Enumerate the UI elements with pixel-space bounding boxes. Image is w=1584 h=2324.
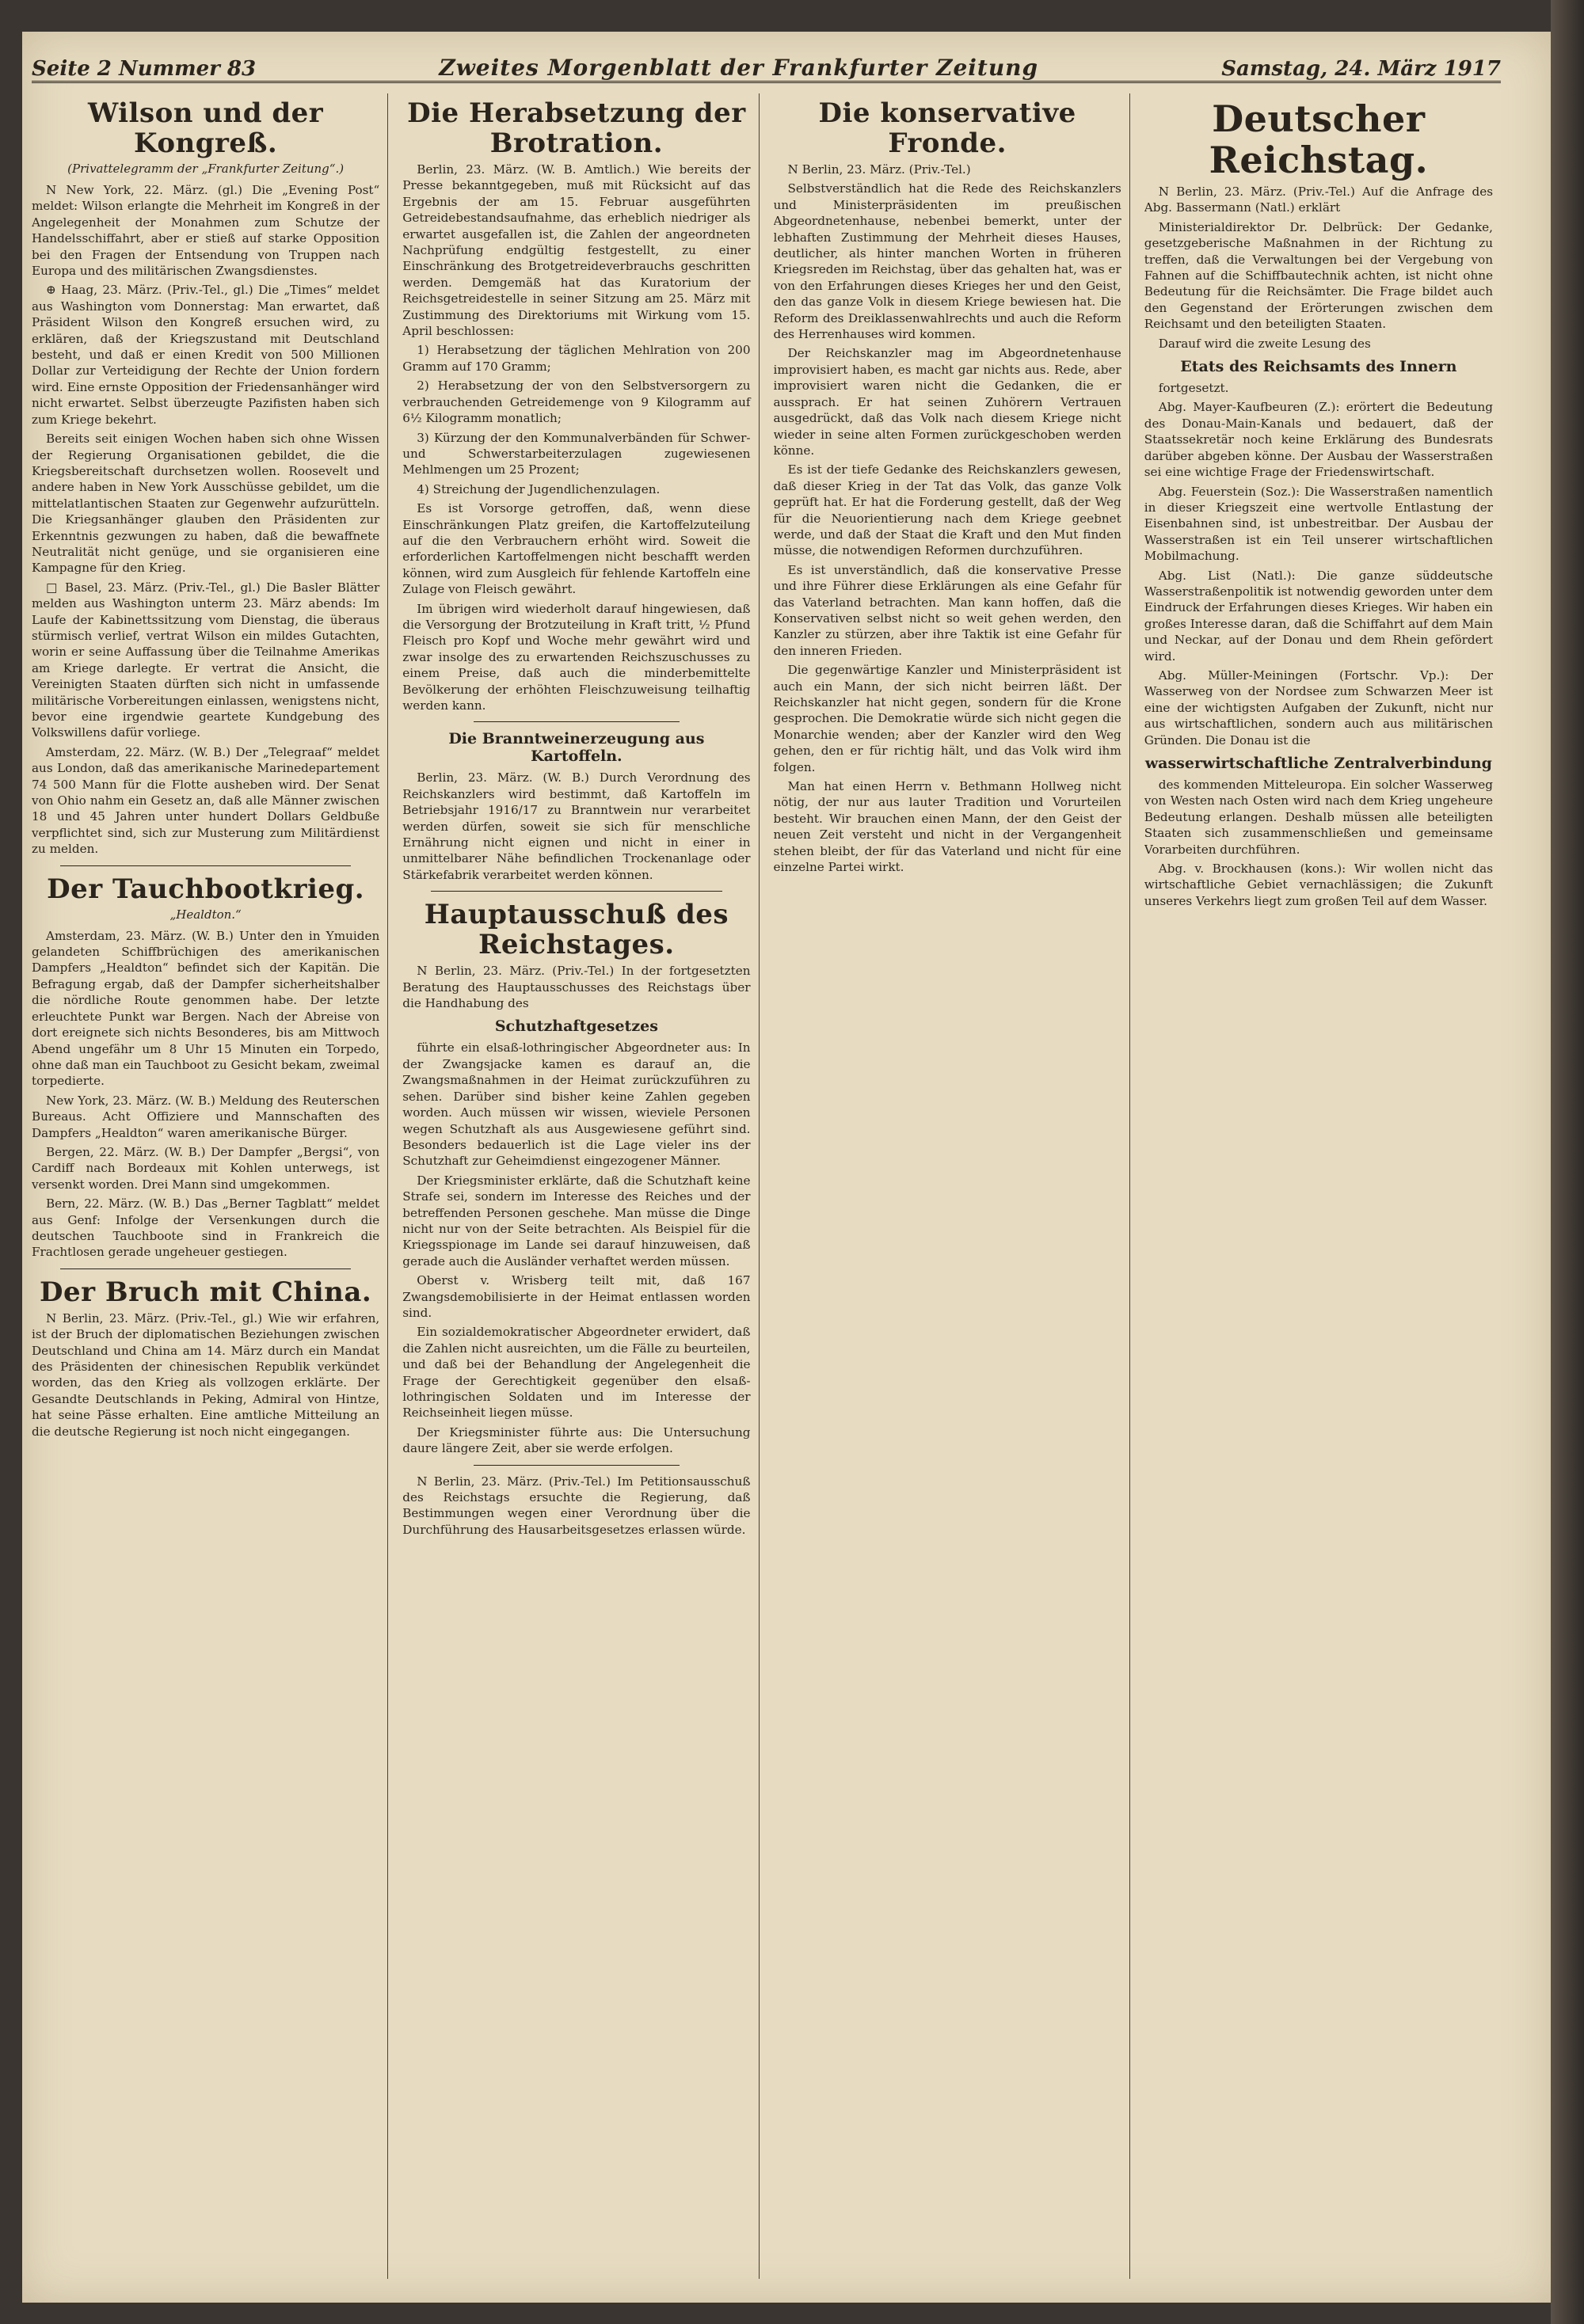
section-heading: wasserwirtschaftliche Zentralverbindung	[1144, 755, 1492, 772]
article-title: Die konservative Fronde.	[818, 97, 1076, 159]
article-paragraph: Man hat einen Herrn v. Bethmann Hollweg nicht nötig, der nur aus lauter Tradition und Vorurteilen besteht. Wir brauchen einen Mann, der den Geist der neuen Zeit versteht und nicht in der Vergangenheit stehen bleibt, der für das Vaterland und nicht für eine einzelne Partei wirkt.	[773, 779, 1121, 875]
article-paragraph: Abg. Müller-Meiningen (Fortschr. Vp.): Der Wasserweg von der Nordsee zum Schwarzen Meer ist eine der wichtigsten Aufgaben der Zukunft, nicht nur aus wirtschaftlichen, sondern auch aus militärischen Gründen. Die Donau ist die	[1144, 668, 1493, 747]
article-paragraph: 3) Kürzung der den Kommunalverbänden für Schwer- und Schwerstarbeiterzulagen zugewiesenen Mehlmengen um 25 Prozent;	[402, 430, 751, 477]
article-title: Hauptausschuß des Reichstages.	[424, 899, 729, 961]
article-columns	[32, 93, 1501, 2279]
article-paragraph: N Berlin, 23. März. (Priv.-Tel.) Im Petitionsausschuß des Reichstags ersuchte die Regierung, daß Bestimmungen wegen einer Verordnung über die Durchführung des Hausarbeitsgesetzes erlassen würde.	[402, 1474, 751, 1537]
article-paragraph: Der Kriegsminister führte aus: Die Untersuchung daure längere Zeit, aber sie werde erfolgen.	[402, 1424, 751, 1456]
page-number-label: Seite 2 Nummer 83	[32, 57, 257, 81]
article-paragraph: Abg. Mayer-Kaufbeuren (Z.): erörtert die Bedeutung des Donau-Main-Kanals und bedauert, daß der Staatssekretär noch keine Erklärung des Bundesrats darüber abgeben könne. Der Ausbau der Wasserstraßen sei eine wichtige Frage der Friedenswirtschaft.	[1144, 400, 1493, 480]
section-divider	[474, 721, 679, 722]
masthead: Zweites Morgenblatt der Frankfurter Zeitung	[439, 55, 1039, 81]
article-paragraph: □ Basel, 23. März. (Priv.-Tel., gl.) Die Basler Blätter melden aus Washington unterm 23. März abends: Im Laufe der Kabinettssitzung vom Dienstag, die überaus stürmisch verlief, vertrat Wilson ein mildes Gutachten, worin er seine Auffassung über die Teilnahme Amerikas am Kriege darlegte. Er vertrat die Ansicht, die Vereinigten Staaten dürften sich nicht in umfassende militärische Vorbereitungen einlassen, wenigstens nicht, bevor eine irgendwie geartete Kundgebung des Volkswillens dafür vorliege.	[32, 580, 380, 740]
section-divider	[60, 865, 351, 866]
section-heading: Etats des Reichsamts des Innern	[1180, 358, 1457, 376]
article-paragraph: Bergen, 22. März. (W. B.) Der Dampfer „Bergsi“, von Cardiff nach Bordeaux mit Kohlen unterwegs, ist versenkt worden. Drei Mann sind umgekommen.	[32, 1144, 380, 1192]
article-paragraph: Darauf wird die zweite Lesung des	[1158, 336, 1371, 351]
book-binding	[1551, 0, 1584, 2324]
article-paragraph: Bern, 22. März. (W. B.) Das „Berner Tagblatt“ meldet aus Genf: Infolge der Versenkungen durch die deutschen Tauchboote sind in Frankreich die Frachtlosen gerade ungeheuer gestiegen.	[32, 1196, 380, 1260]
article-paragraph: N Berlin, 23. März. (Priv.-Tel.) In der fortgesetzten Beratung des Hauptausschusses des Reichstags über die Handhabung des	[402, 964, 751, 1011]
article-subtitle: (Privattelegramm der „Frankfurter Zeitung“.)	[67, 162, 345, 176]
article-title: Die Herabsetzung der Brotration.	[407, 97, 746, 159]
article-paragraph: N Berlin, 23. März. (Priv.-Tel., gl.) Wie wir erfahren, ist der Bruch der diplomatischen Beziehungen zwischen Deutschland und China am 14. März durch ein Mandat des Präsidenten der chinesischen Republik verkündet worden, das den Krieg als vollzogen erklärte. Der Gesandte Deutschlands in Peking, Admiral von Hintze, hat seine Pässe erhalten. Eine amtliche Mitteilung an die deutsche Regierung ist noch nicht eingegangen.	[32, 1310, 380, 1439]
article-paragraph: New York, 23. März. (W. B.) Meldung des Reuterschen Bureaus. Acht Offiziere und Mannschaften des Dampfers „Healdton“ waren amerikanische Bürger.	[32, 1093, 380, 1140]
article-paragraph: führte ein elsaß-lothringischer Abgeordneter aus: In der Zwangsjacke kamen es darauf an, die Zwangsmaßnahmen in der Heimat zurückzuführen zu sehen. Darüber sind bisher keine Zahlen gegeben worden. Auch müssen wir wissen, wieviele Personen wegen Schutzhaft als aus Ausgewiesene geführt sind. Besonders bedauerlich ist die Lage vieler ins der Schutzhaft zur Geheimdienst eingezogener Männer.	[402, 1040, 751, 1169]
page-header	[32, 49, 1501, 83]
article-paragraph: fortgesetzt.	[1158, 381, 1229, 396]
article-paragraph: Die gegenwärtige Kanzler und Ministerpräsident ist auch ein Mann, der sich nicht beirren läßt. Der Reichskanzler hat nicht gegen, sondern für die Krone gesprochen. Die Demokratie würde sich nicht gegen die Monarchie wenden; aber der Kanzler wird den Weg gehen, den er für richtig hält, und das Volk wird ihm folgen.	[773, 663, 1121, 774]
section-divider	[431, 891, 722, 892]
article-paragraph: Im übrigen wird wiederholt darauf hingewiesen, daß die Versorgung der Brotzuteilung in Kraft tritt, ½ Pfund Fleisch pro Kopf und Woche mehr gewährt wird und zwar insolge des zu erwartenden Reichszuschusses zu einem Preise, daß auch die minderbemittelte Bevölkerung der erhöhten Fleischzuweisung teilhaftig werden kann.	[402, 601, 751, 713]
article-paragraph: ⊕ Haag, 23. März. (Priv.-Tel., gl.) Die „Times“ meldet aus Washington vom Donnerstag: Man erwartet, daß Präsident Wilson den Kongreß ersuchen wird, zu erklären, daß der Kriegszustand mit Deutschland besteht, und daß er einen Kredit von 500 Millionen Dollar zur Verteidigung der Rechte der Union fordern wird. Eine ernste Opposition der Friedensanhänger wird nicht erwartet. Selbst überzeugte Pazifisten haben sich zum Kriege bekehrt.	[32, 283, 380, 427]
article-paragraph: Amsterdam, 22. März. (W. B.) Der „Telegraaf“ meldet aus London, daß das amerikanische Marinedepartement 74 500 Mann für die Flotte ausheben wird. Der Senat von Ohio nahm ein Gesetz an, daß alle Männer zwischen 18 und 45 Jahren unter hundert Dollars Geldbuße verpflichtet sind, sich zur Musterung zum Militärdienst zu melden.	[32, 744, 380, 857]
article-paragraph: 1) Herabsetzung der täglichen Mehlration von 200 Gramm auf 170 Gramm;	[402, 343, 751, 374]
article-title: Der Tauchbootkrieg.	[47, 873, 365, 905]
section-divider	[474, 1465, 679, 1466]
column-4	[1144, 93, 1501, 2279]
article-paragraph: N Berlin, 23. März. (Priv.-Tel.) Auf die Anfrage des Abg. Bassermann (Natl.) erklärt	[1144, 184, 1493, 215]
section-heading: Schutzhaftgesetzes	[494, 1017, 658, 1036]
column-3	[774, 93, 1130, 2279]
article-title: Deutscher Reichstag.	[1209, 97, 1429, 181]
article-paragraph: Es ist unverständlich, daß die konservative Presse und ihre Führer diese Erklärungen als eine Gefahr für das Vaterland betrachten. Man kann hoffen, daß die Konservativen selbst nicht so weit gehen werden, den Kanzler zu stürzen, aber ihre Taktik ist eine Gefahr für den inneren Frieden.	[773, 562, 1121, 658]
column-1	[32, 93, 388, 2279]
article-paragraph: Es ist Vorsorge getroffen, daß, wenn diese Einschränkungen Platz greifen, die Kartoffelzuteilung auf die den Verbrauchern erhöht wird. Soweit die erforderlichen Kartoffelmengen nicht beschafft werden können, wird zum Ausgleich für fehlende Kartoffeln eine Zulage von Fleisch gewährt.	[402, 501, 751, 597]
article-paragraph: Abg. List (Natl.): Die ganze süddeutsche Wasserstraßenpolitik ist notwendig geworden unter dem Eindruck der Erfahrungen dieses Krieges. Wir haben ein großes Interesse daran, daß die Schiffahrt auf dem Main und Neckar, auf der Donau und dem Rhein gefördert wird.	[1144, 568, 1493, 664]
article-title: Wilson und der Kongreß.	[88, 97, 324, 159]
article-paragraph: Der Reichskanzler mag im Abgeordnetenhause improvisiert haben, es macht gar nichts aus. Rede, aber improvisiert waren nicht die Gedanken, die er aussprach. Er hat seinen Zuhörern Vertrauen ausgedrückt, daß das Volk nach diesem Kriege nicht wieder in seine alten Formen zurückgeschoben werden könne.	[773, 346, 1121, 458]
article-paragraph: 2) Herabsetzung der von den Selbstversorgern zu verbrauchenden Getreidemenge von 9 Kilogramm auf 6½ Kilogramm monatlich;	[402, 378, 751, 426]
article-dateline: N Berlin, 23. März. (Priv.-Tel.)	[787, 162, 971, 177]
article-paragraph: des kommenden Mitteleuropa. Ein solcher Wasserweg von Westen nach Osten wird nach dem Krieg ungeheure Bedeutung erlangen. Deshalb müssen alle beteiligten Staaten sich zusammenschließen und gemeinsame Vorarbeiten durchführen.	[1144, 778, 1493, 857]
article-subtitle: „Healdton.“	[169, 907, 242, 922]
article-paragraph: Berlin, 23. März. (W. B. Amtlich.) Wie bereits der Presse bekanntgegeben, muß mit Rücksicht auf das Ergebnis der am 15. Februar ausgeführten Getreidebestandsaufnahme, das erheblich niedriger als erwartet ausgefallen ist, die Zahlen der angeordneten Nachprüfung endgültig festgestellt, zu einer Einschränkung des Brotgetreideverbrauchs geschritten werden. Demgemäß hat das Kuratorium der Reichsgetreidestelle in seiner Sitzung am 25. März mit Zustimmung des Direktoriums mit Wirkung vom 15. April beschlossen:	[402, 162, 751, 339]
article-title: Die Branntweinerzeugung aus Kartoffeln.	[448, 730, 705, 766]
column-2	[402, 93, 759, 2279]
article-paragraph: 4) Streichung der Jugendlichenzulagen.	[417, 481, 661, 496]
article-paragraph: Es ist der tiefe Gedanke des Reichskanzlers gewesen, daß dieser Krieg in der Tat das Volk, das ganze Volk geprüft hat. Er hat die Forderung gestellt, daß der Weg für die Neuorientierung nach dem Kriege geebnet werde, und daß der Staat die Kraft und den Mut finden müsse, die notwendigen Reformen durchzuführen.	[773, 462, 1121, 558]
article-paragraph: Ein sozialdemokratischer Abgeordneter erwidert, daß die Zahlen nicht ausreichten, um die Fälle zu beurteilen, und daß bei der Behandlung der Angelegenheit die Frage der Gerechtigkeit gegenüber den elsaß-lothringischen Soldaten und im Interesse der Reichseinheit liegen müsse.	[402, 1325, 751, 1421]
article-paragraph: Amsterdam, 23. März. (W. B.) Unter den in Ymuiden gelandeten Schiffbrüchigen des amerikanischen Dampfers „Healdton“ befindet sich der Kapitän. Die Befragung ergab, daß der Dampfer sicherheitshalber die nördliche Route genommen habe. Der letzte erleuchtete Punkt war Bergen. Nach der Abreise von dort ereignete sich nichts Besonderes, bis am Mittwoch Abend ungefähr um 8 Uhr 15 Minuten ein Torpedo, ohne daß man ein Tauchboot zu Gesicht bekam, zweimal torpedierte.	[32, 928, 380, 1089]
issue-date: Samstag, 24. März 1917	[1221, 57, 1501, 81]
article-paragraph: Oberst v. Wrisberg teilt mit, daß 167 Zwangsdemobilisierte in der Heimat entlassen worden sind.	[402, 1273, 751, 1320]
article-title: Der Bruch mit China.	[40, 1276, 372, 1308]
article-paragraph: Der Kriegsminister erklärte, daß die Schutzhaft keine Strafe sei, sondern im Interesse des Reiches und der betreffenden Personen geschehe. Man müsse die Dinge nicht nur von der Seite betrachten. Als Beispiel für die Kriegsspionage im Lande sei darauf hinzuweisen, daß gerade auch die Ausländer verhaftet werden müssen.	[402, 1173, 751, 1269]
article-paragraph: Bereits seit einigen Wochen haben sich ohne Wissen der Regierung Organisationen gebildet, die die Kriegsbereitschaft durchsetzen wollen. Roosevelt und andere haben in New York Ausschüsse gebildet, um die mittelatlantischen Staaten zur Gegenwehr aufzurütteln. Die Kriegsanhänger glauben den Präsidenten zur Erkenntnis gezwungen zu haben, daß die bewaffnete Neutralität nicht genüge, und sie organisieren eine Kampagne für den Krieg.	[32, 432, 380, 576]
article-paragraph: Berlin, 23. März. (W. B.) Durch Verordnung des Reichskanzlers wird bestimmt, daß Kartoffeln im Betriebsjahr 1916/17 zu Branntwein nur verarbeitet werden dürfen, soweit sie sich für menschliche Ernährung nicht eignen und nicht in einer in unmittelbarer Nähe befindlichen Trockenanlage oder Stärkefabrik verarbeitet werden können.	[402, 770, 751, 882]
article-paragraph: Selbstverständlich hat die Rede des Reichskanzlers und Ministerpräsidenten im preußischen Abgeordnetenhause, nebenbei bemerkt, unter der lebhaften Zustimmung der Mehrheit dieses Hauses, deutlicher, als hinter manchen Worten in früheren Kriegsreden im Reichstag, über das gehalten hat, was er von den Erfahrungen dieses Krieges her und den Geist, den das ganze Volk in diesem Kriege bewiesen hat. Die Reform des Dreiklassenwahlrechts und auch die Reform des Herrenhauses wird kommen.	[773, 181, 1121, 342]
article-paragraph: Ministerialdirektor Dr. Delbrück: Der Gedanke, gesetzgeberische Maßnahmen in der Richtung zu treffen, daß die Verwaltungen bei der Vergebung von Fahnen auf die Schiffbautechnik achten, ist nicht ohne Bedeutung für die Reichsämter. Die Frage bildet auch den Gegenstand der Erörterungen zwischen dem Reichsamt und den beteiligten Staaten.	[1144, 219, 1493, 332]
article-paragraph: N New York, 22. März. (gl.) Die „Evening Post“ meldet: Wilson erlangte die Mehrheit im Kongreß in der Angelegenheit der Monahmen zum Schutze der Handelsschiffahrt, aber er stieß auf starke Opposition bei den Fragen der Entsendung von Truppen nach Europa und des militärischen Zwangsdienstes.	[32, 183, 380, 279]
article-paragraph: Abg. Feuerstein (Soz.): Die Wasserstraßen namentlich in dieser Kriegszeit eine wertvolle Entlastung der Eisenbahnen sind, ist unbestreitbar. Der Ausbau der Wasserstraßen ist ein Teil unserer wirtschaftlichen Mobilmachung.	[1144, 484, 1493, 564]
article-paragraph: Abg. v. Brockhausen (kons.): Wir wollen nicht das wirtschaftliche Gebiet vernachlässigen; die Zukunft unseres Verkehrs liegt zum großen Teil auf dem Wasser.	[1144, 862, 1493, 908]
